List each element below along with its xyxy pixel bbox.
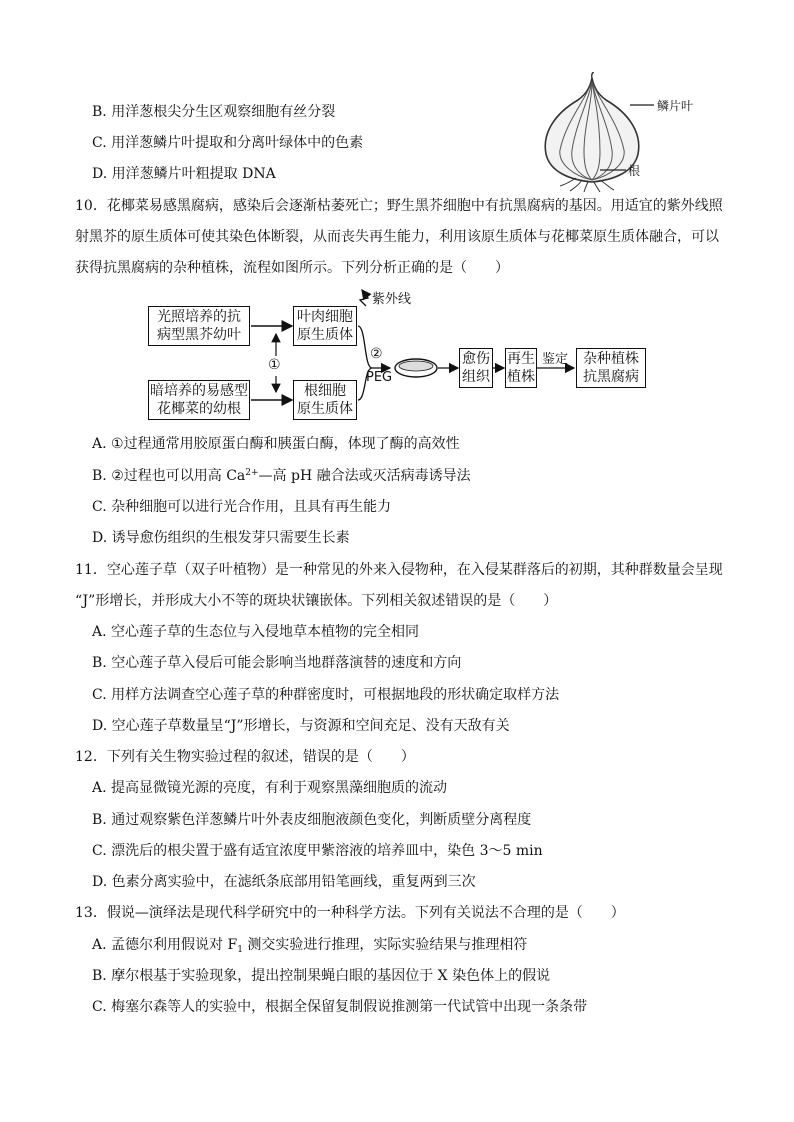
label-step2: ② [370,346,383,362]
q12-stem: 12．下列有关生物实验过程的叙述，错误的是（ ） [75,749,415,765]
onion-illustration [530,72,700,192]
q10-option-a: A. ①过程通常用胶原蛋白酶和胰蛋白酶，体现了酶的高效性 [92,436,460,452]
q10-option-d: D. 诱导愈伤组织的生根发芽只需要生长素 [92,530,350,546]
q13-option-a: A. 孟德尔利用假说对 $F_1$ 测交实验进行推理，实际实验结果与推理相符 [92,937,528,955]
q11-option-b: B. 空心莲子草入侵后可能会影响当地群落演替的速度和方向 [92,655,462,671]
q10-stem-line2: 射黑芥的原生质体可使其染色体断裂，从而丧失再生能力，利用该原生质体与花椰菜原生质体融合，可以 [75,229,719,245]
onion-figure [530,72,700,192]
q13-option-b: B. 摩尔根基于实验现象，提出控制果蝇白眼的基因位于 X 染色体上的假说 [92,968,551,984]
q11-option-c: C. 用样方法调查空心莲子草的种群密度时，可根据地段的形状确定取样方法 [92,687,560,703]
q11-option-a: A. 空心莲子草的生态位与入侵地草本植物的完全相同 [92,624,420,640]
label-identify: 鉴定 [542,352,569,367]
q9-option-c: C. 用洋葱鳞片叶提取和分离叶绿体中的色素 [92,135,364,151]
q11-option-d: D. 空心莲子草数量呈“J”形增长，与资源和空间充足、没有天敌有关 [92,718,510,734]
q12-option-b: B. 通过观察紫色洋葱鳞片叶外表皮细胞液颜色变化，判断质壁分离程度 [92,812,532,828]
q11-stem-line2: “J”形增长，并形成大小不等的斑块状镶嵌体。下列相关叙述错误的是（ ） [75,593,558,609]
q12-option-c: C. 漂洗后的根尖置于盛有适宜浓度甲紫溶液的培养皿中，染色 3～5 min [92,843,543,859]
box-black-mustard-leaf: 光照培养的抗 病型黑芥幼叶 [148,306,250,346]
box-mesophyll-protoplast: 叶肉细胞 原生质体 [293,306,357,346]
q11-stem-line1: 11．空心莲子草（双子叶植物）是一种常见的外来入侵物种，在入侵某群落后的初期，其种群数量会呈现 [75,562,723,578]
q13-stem: 13．假说—演绎法是现代科学研究中的一种科学方法。下列有关说法不合理的是（ ） [75,905,625,921]
box-callus: 愈伤 组织 [459,348,493,388]
q10-stem-line1: 10．花椰菜易感黑腐病，感染后会逐渐枯萎死亡；野生黑芥细胞中有抗黑腐病的基因。用适宜的紫外线照 [75,198,723,214]
q10-stem-line3: 获得抗黑腐病的杂种植株，流程如图所示。下列分析正确的是（ ） [75,260,509,276]
label-step1: ① [268,357,281,373]
q10-option-b: B. ②过程也可以用高 $Ca^{2+}—$高 pH 融合法或灭活病毒诱导法 [92,468,471,484]
q12-option-d: D. 色素分离实验中，在滤纸条底部用铅笔画线，重复两到三次 [92,874,476,890]
q9-option-b: B. 用洋葱根尖分生区观察细胞有丝分裂 [92,104,336,120]
q9-option-d: D. 用洋葱鳞片叶粗提取 DNA [92,166,276,182]
label-peg: PEG [366,370,393,385]
box-cauliflower-root: 暗培养的易感型 花椰菜的幼根 [148,380,250,420]
flow-diagram [140,286,660,426]
box-root-protoplast: 根细胞 原生质体 [293,380,357,420]
label-uv: 紫外线 [372,292,412,307]
box-hybrid-plant: 杂种植株 抗黑腐病 [576,348,646,388]
label-root: 根 [628,164,641,178]
box-regenerated-plant: 再生 植株 [505,348,537,388]
q10-option-c: C. 杂种细胞可以进行光合作用，且具有再生能力 [92,499,392,515]
label-scale-leaf: 鳞片叶 [657,99,694,113]
q13-option-c: C. 梅塞尔森等人的实验中，根据全保留复制假说推测第一代试管中出现一条条带 [92,999,588,1015]
q12-option-a: A. 提高显微镜光源的亮度，有利于观察黑藻细胞质的流动 [92,780,448,796]
